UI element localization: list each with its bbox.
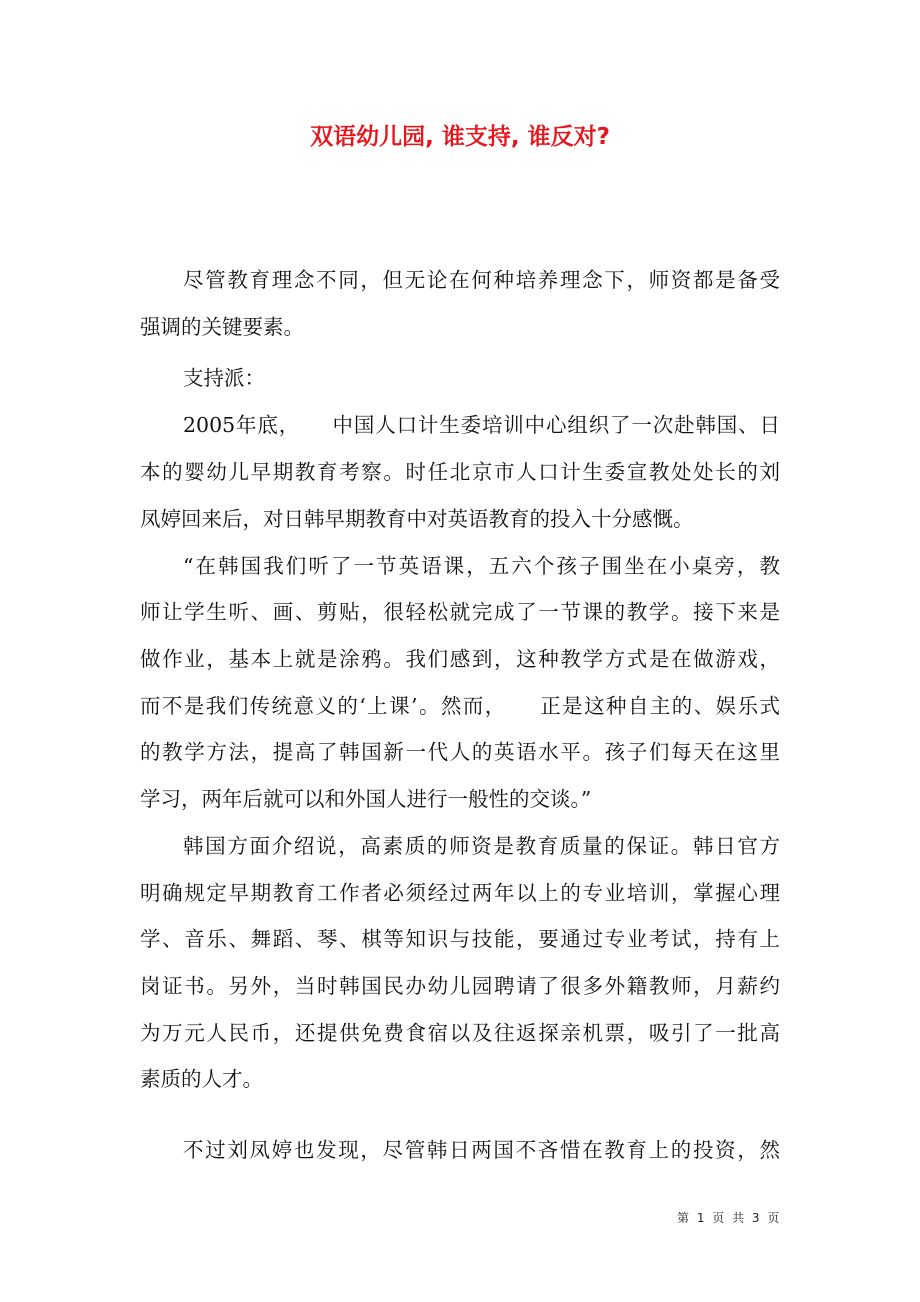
- text-line: 师让学生听、画、剪贴，很轻松就完成了一节课的教学。接下来是: [140, 600, 780, 624]
- text-line: 不过刘凤婷也发现，尽管韩日两国不吝惜在教育上的投资，然: [183, 1138, 780, 1162]
- text-line: 学习，两年后就可以和外国人进行一般性的交谈。”: [140, 787, 592, 811]
- text-line: 支持派：: [183, 366, 265, 390]
- text-line: 凤婷回来后，对日韩早期教育中对英语教育的投入十分感慨。: [140, 507, 694, 531]
- text-line: 尽管教育理念不同，但无论在何种培养理念下，师资都是备受: [183, 268, 780, 292]
- text-line: 2005年底， 中国人口计生委培训中心组织了一次赴韩国、日: [183, 413, 780, 437]
- text-line: 韩国方面介绍说，高素质的师资是教育质量的保证。韩日官方: [183, 834, 780, 858]
- text-line: 强调的关键要素。: [140, 315, 304, 339]
- text-line: “在韩国我们听了一节英语课，五六个孩子围坐在小桌旁，教: [183, 554, 780, 578]
- text-line: 为万元人民币，还提供免费食宿以及往返探亲机票，吸引了一批高: [140, 1021, 780, 1045]
- page-number: 第 1 页 共 3 页: [677, 1211, 782, 1225]
- text-line: 本的婴幼儿早期教育考察。时任北京市人口计生委宣教处处长的刘: [140, 460, 780, 484]
- text-line: 岗证书。另外，当时韩国民办幼儿园聘请了很多外籍教师，月薪约: [140, 974, 780, 998]
- document-title: 双语幼儿园, 谁支持, 谁反对?: [310, 124, 610, 150]
- text-line: 明确规定早期教育工作者必须经过两年以上的专业培训，掌握心理: [140, 881, 780, 905]
- text-line: 的教学方法，提高了韩国新一代人的英语水平。孩子们每天在这里: [140, 740, 780, 764]
- text-line: 做作业，基本上就是涂鸦。我们感到，这种教学方式是在做游戏，: [140, 647, 780, 671]
- text-line: 素质的人才。: [140, 1067, 263, 1091]
- text-line: 学、音乐、舞蹈、琴、棋等知识与技能，要通过专业考试，持有上: [140, 927, 780, 951]
- text-line: 而不是我们传统意义的‘上课’。然而， 正是这种自主的、娱乐式: [140, 694, 780, 718]
